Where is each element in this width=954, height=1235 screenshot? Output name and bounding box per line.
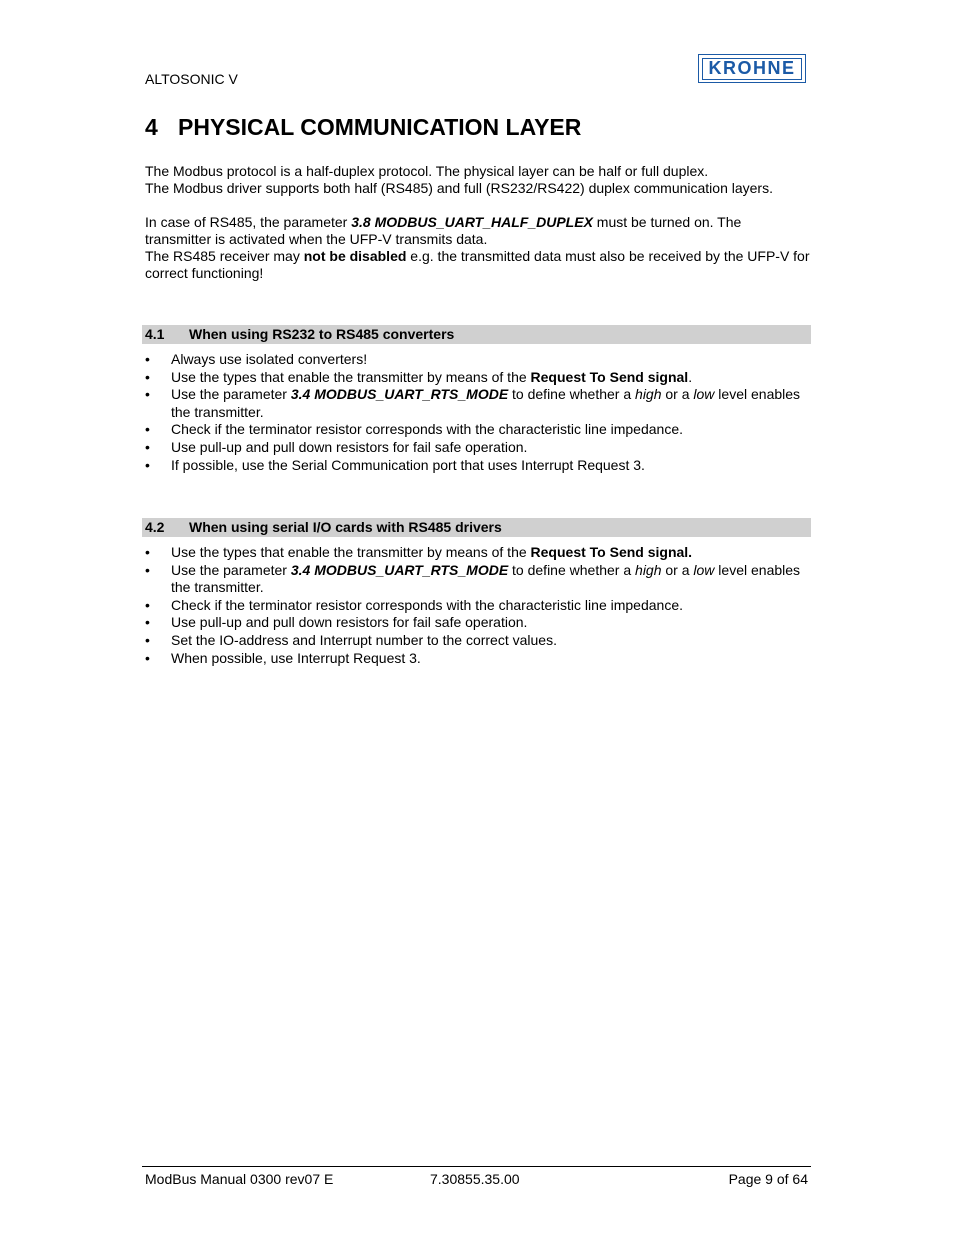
chapter-number: 4 <box>145 114 158 140</box>
text-run: When possible, use Interrupt Request 3. <box>171 649 421 666</box>
section-heading-4-2 <box>142 518 811 537</box>
bullet-icon: • <box>145 649 150 666</box>
text-run: Use pull-up and pull down resistors for fail safe operation. <box>171 614 528 631</box>
section-title: When using serial I/O cards with RS485 drivers <box>189 519 502 535</box>
bullet-icon: • <box>145 421 150 438</box>
list-item <box>145 386 810 421</box>
param-half-duplex: 3.8 MODBUS_UART_HALF_DUPLEX <box>351 214 593 230</box>
bullet-icon: • <box>145 351 150 367</box>
logo-text: KROHNE <box>702 58 802 80</box>
high-emphasis: high <box>635 386 662 403</box>
bullet-icon: • <box>145 631 150 648</box>
krohne-logo <box>698 54 806 83</box>
rts-signal-emphasis: Request To Send signal. <box>530 544 693 560</box>
intro-paragraph-1 <box>145 163 810 197</box>
text-run: Check if the terminator resistor corresponds with the characteristic line impedance. <box>171 596 683 613</box>
text-run: to define whether a <box>508 386 636 403</box>
chapter-title: PHYSICAL COMMUNICATION LAYER <box>178 114 582 140</box>
footer-manual: ModBus Manual 0300 rev07 E <box>145 1171 334 1187</box>
text-run: level enables the transmitter. <box>171 386 801 420</box>
section-4-1-list <box>145 351 810 474</box>
text-run: Set the IO-address and Interrupt number to the correct values. <box>171 631 557 648</box>
section-title: When using RS232 to RS485 converters <box>189 326 455 342</box>
list-item <box>145 632 810 650</box>
rs485-half-duplex-text <box>145 214 810 248</box>
list-item <box>145 544 810 562</box>
text-run: . <box>688 368 693 385</box>
text-run: level enables the transmitter. <box>171 561 801 596</box>
bullet-icon: • <box>145 544 150 560</box>
section-heading-4-1 <box>142 325 811 344</box>
bullet-icon: • <box>145 438 150 455</box>
list-item <box>145 439 810 457</box>
list-item <box>145 597 810 615</box>
bullet-icon: • <box>145 386 150 403</box>
low-emphasis: low <box>693 386 715 403</box>
text-run: Use pull-up and pull down resistors for fail safe operation. <box>171 438 528 455</box>
text-run: In case of RS485, the parameter <box>145 214 352 230</box>
section-4-2-list <box>145 544 810 667</box>
list-item <box>145 650 810 668</box>
low-emphasis: low <box>693 561 715 578</box>
bullet-icon: • <box>145 368 150 385</box>
intro-line-2: The Modbus driver supports both half (RS485) and full (RS232/RS422) duplex communication layers. <box>145 180 773 196</box>
text-run: to define whether a <box>508 561 636 578</box>
chapter-heading <box>145 114 581 141</box>
footer-doc-number: 7.30855.35.00 <box>430 1171 520 1187</box>
text-run: If possible, use the Serial Communication port that uses Interrupt Request 3. <box>171 456 645 473</box>
list-item <box>145 421 810 439</box>
text-run: e.g. the transmitted data must also be received by the UFP-V for correct functioning! <box>145 248 810 281</box>
list-item <box>145 457 810 475</box>
intro-paragraph-2 <box>145 214 810 282</box>
text-run: The RS485 receiver may <box>145 248 304 264</box>
text-run: or a <box>661 561 694 578</box>
footer-divider <box>142 1166 811 1167</box>
high-emphasis: high <box>635 561 662 578</box>
rts-signal-emphasis: Request To Send signal <box>530 368 689 385</box>
text-run: must be turned on. The transmitter is activated when the UFP-V transmits data. <box>145 214 742 247</box>
text-run: Use the types that enable the transmitter by means of the <box>171 544 531 560</box>
intro-line-1: The Modbus protocol is a half-duplex protocol. The physical layer can be half or full duplex. <box>145 163 709 179</box>
list-item <box>145 562 810 597</box>
list-item <box>145 369 810 387</box>
bullet-icon: • <box>145 614 150 631</box>
product-name: ALTOSONIC V <box>145 71 238 87</box>
text-run: Use the parameter <box>171 561 291 578</box>
text-run: Check if the terminator resistor corresponds with the characteristic line impedance. <box>171 421 683 438</box>
not-disabled-emphasis: not be disabled <box>303 248 407 264</box>
footer-page-number: Page 9 of 64 <box>728 1171 808 1187</box>
rs485-receiver-text <box>145 248 810 282</box>
bullet-icon: • <box>145 456 150 473</box>
param-rts-mode: 3.4 MODBUS_UART_RTS_MODE <box>290 386 509 403</box>
section-number: 4.2 <box>145 519 165 535</box>
text-run: or a <box>661 386 694 403</box>
text-run: Always use isolated converters! <box>171 351 368 367</box>
param-rts-mode: 3.4 MODBUS_UART_RTS_MODE <box>290 561 509 578</box>
bullet-icon: • <box>145 596 150 613</box>
list-item <box>145 614 810 632</box>
text-run: Use the types that enable the transmitter by means of the <box>171 368 531 385</box>
text-run: Use the parameter <box>171 386 291 403</box>
list-item <box>145 351 810 369</box>
bullet-icon: • <box>145 561 150 578</box>
section-number: 4.1 <box>145 326 165 342</box>
